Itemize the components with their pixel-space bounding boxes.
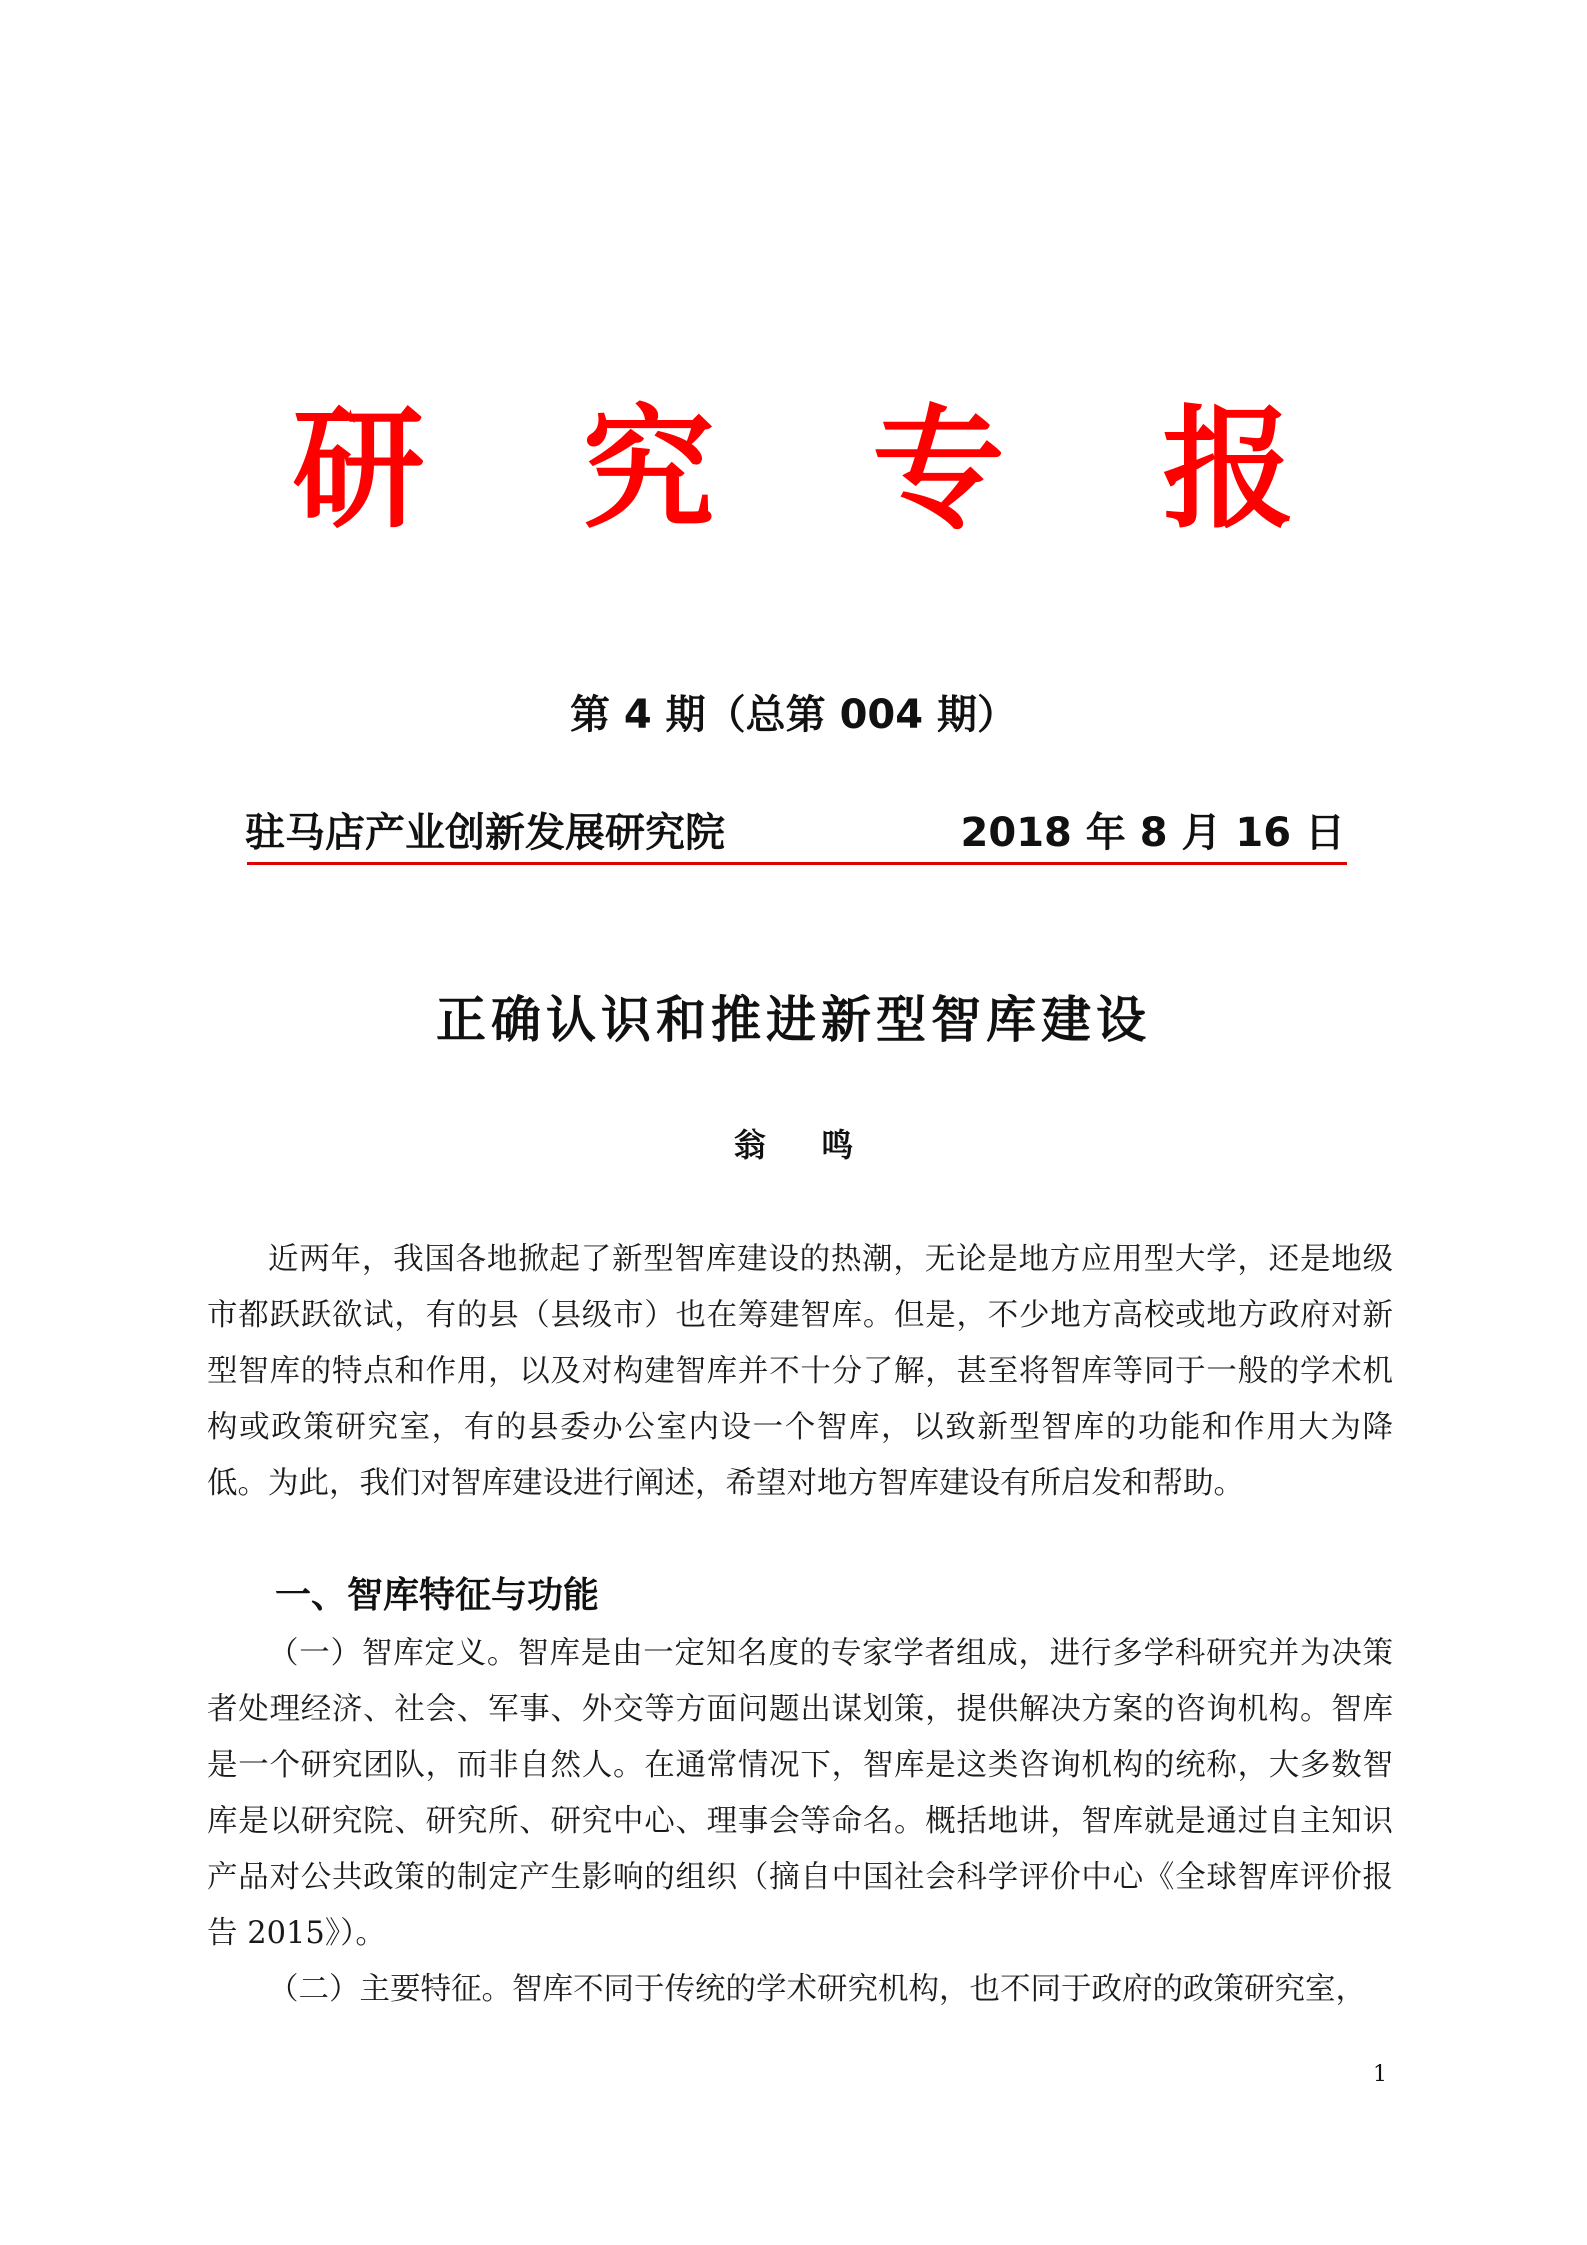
publication-date: 2018 年 8 月 16 日 [960,810,1345,856]
publication-meta [245,805,1345,861]
article-author: 翁 鸣 [733,1126,876,1164]
section-body [207,1626,1393,2018]
intro-paragraph: 近两年，我国各地掀起了新型智库建设的热潮，无论是地方应用型大学，还是地级市都跃跃欲试，有的县（县级市）也在筹建智库。但是，不少地方高校或地方政府对新型智库的特点和作用，以及对构建智库并不十分了解，甚至将智库等同于一般的学术机构或政策研究室，有的县委办公室内设一个智库，以致新型智库的功能和作用大为降低。为此，我们对智库建设进行阐述，希望对地方智库建设有所启发和帮助。 [207,1242,1393,1501]
red-divider [247,862,1347,865]
organization-name: 驻马店产业创新发展研究院 [245,810,725,856]
section-heading: 一、智库特征与功能 [275,1575,600,1616]
section-paragraph-features: （二）主要特征。智库不同于传统的学术研究机构，也不同于政府的政策研究室， [268,1972,1366,2007]
section-paragraph-definition: （一）智库定义。智库是由一定知名度的专家学者组成，进行多学科研究并为决策者处理经济、社会、军事、外交等方面问题出谋划策，提供解决方案的咨询机构。智库是一个研究团队，而非自然人。在通常情况下，智库是这类咨询机构的统称，大多数智库是以研究院、研究所、研究中心、理事会等命名。概括地讲，智库就是通过自主知识产品对公共政策的制定产生影响的组织（摘自中国社会科学评价中心《全球智库评价报告 2015》）。 [207,1636,1393,1951]
article-title: 正确认识和推进新型智库建设 [436,990,1151,1049]
intro-block [207,1232,1393,1512]
issue-number: 第 4 期（总第 004 期） [569,692,1018,738]
page-number: 1 [1373,2062,1387,2087]
masthead-title: 研 究 专 报 [292,393,1351,547]
